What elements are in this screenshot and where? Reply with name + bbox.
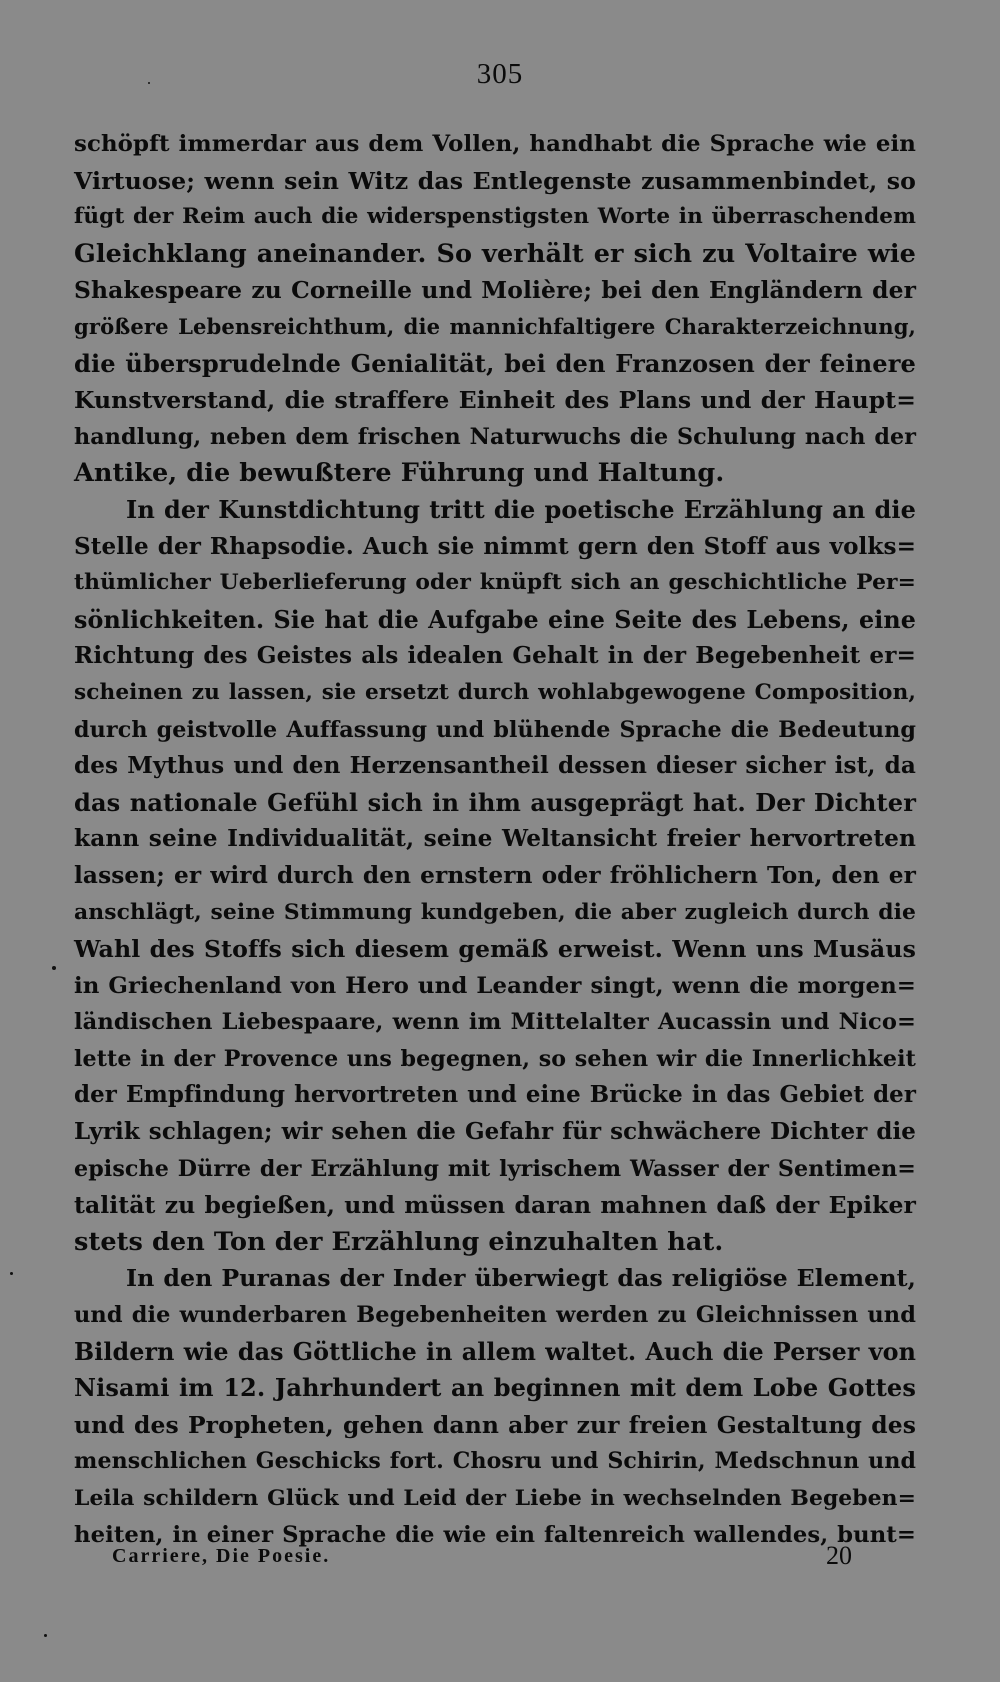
text-line: scheinen zu lassen, sie ersetzt durch wohlabgewogene Composition, — [74, 679, 916, 705]
text-line: Richtung des Geistes als idealen Gehalt in der Begebenheit er= — [74, 642, 916, 670]
text-line: In der Kunstdichtung tritt die poetische Erzählung an die — [126, 494, 916, 524]
text-line: ländischen Liebespaare, wenn im Mittelalter Aucassin und Nico= — [74, 1009, 916, 1036]
text-line: handlung, neben dem frischen Naturwuchs die Schulung nach der — [74, 423, 916, 450]
text-line: durch geistvolle Auffassung und blühende Sprache die Bedeutung — [74, 716, 916, 743]
print-speck — [10, 1272, 13, 1275]
sheet-number: 20 — [826, 1541, 852, 1570]
text-line: Shakespeare zu Corneille und Molière; bei den Engländern der — [74, 276, 916, 305]
text-line: lassen; er wird durch den ernstern oder fröhlichern Ton, den er — [74, 861, 916, 889]
print-speck — [52, 966, 56, 970]
text-line: stets den Ton der Erzählung einzuhalten hat. — [74, 1226, 724, 1257]
text-line: Stelle der Rhapsodie. Auch sie nimmt gern den Stoff aus volks= — [74, 532, 916, 560]
text-line: das nationale Gefühl sich in ihm ausgeprägt hat. Der Dichter — [74, 787, 916, 817]
text-line: epische Dürre der Erzählung mit lyrischem Wasser der Sentimen= — [74, 1155, 916, 1182]
text-line: Virtuose; wenn sein Witz das Entlegenste zusammenbindet, so — [74, 166, 916, 195]
text-line: heiten, in einer Sprache die wie ein faltenreich wallendes, bunt= — [74, 1521, 916, 1548]
print-speck — [44, 1634, 47, 1637]
text-line: der Empfindung hervortreten und eine Brücke in das Gebiet der — [74, 1081, 916, 1109]
text-line: menschlichen Geschicks fort. Chosru und Schirin, Medschnun und — [74, 1448, 916, 1475]
page-number: 305 — [476, 58, 524, 90]
print-speck — [148, 82, 150, 84]
text-line: Wahl des Stoffs sich diesem gemäß erweist. Wenn uns Musäus — [74, 935, 916, 964]
text-line: In den Puranas der Inder überwiegt das religiöse Element, — [126, 1264, 916, 1293]
text-line: Nisami im 12. Jahrhundert an beginnen mit dem Lobe Gottes — [74, 1373, 916, 1403]
text-line: anschlägt, seine Stimmung kundgeben, die aber zugleich durch die — [74, 899, 916, 926]
text-line: sönlichkeiten. Sie hat die Aufgabe eine Seite des Lebens, eine — [74, 605, 916, 634]
text-line: lette in der Provence uns begegnen, so sehen wir die Innerlichkeit — [74, 1045, 916, 1072]
text-line: Leila schildern Glück und Leid der Liebe in wechselnden Begeben= — [74, 1484, 916, 1511]
text-line: Antike, die bewußtere Führung und Haltung. — [74, 458, 725, 489]
text-line: schöpft immerdar aus dem Vollen, handhabt die Sprache wie ein — [74, 131, 916, 157]
text-line: Gleichklang aneinander. So verhält er sich zu Voltaire wie — [74, 238, 916, 269]
text-line: des Mythus und den Herzensantheil dessen dieser sicher ist, da — [74, 752, 916, 780]
page-footer — [112, 1541, 852, 1575]
body-text — [74, 126, 916, 1553]
footer-signature: Carriere, Die Poesie. — [112, 1545, 331, 1567]
text-line: Lyrik schlagen; wir sehen die Gefahr für schwächere Dichter die — [74, 1118, 916, 1146]
text-line: in Griechenland von Hero und Leander singt, wenn die morgen= — [74, 972, 916, 999]
text-line: Bildern wie das Göttliche in allem waltet. Auch die Perser von — [74, 1337, 916, 1366]
text-line: Kunstverstand, die straffere Einheit des Plans und der Haupt= — [74, 386, 916, 415]
text-line: talität zu begießen, und müssen daran mahnen daß der Epiker — [74, 1191, 916, 1220]
text-line: thümlicher Ueberlieferung oder knüpft sich an geschichtliche Per= — [74, 570, 916, 596]
text-line: und des Propheten, gehen dann aber zur freien Gestaltung des — [74, 1410, 916, 1439]
text-line: und die wunderbaren Begebenheiten werden zu Gleichnissen und — [74, 1302, 916, 1328]
text-line: größere Lebensreichthum, die mannichfaltigere Charakterzeichnung, — [74, 313, 916, 339]
text-line: die übersprudelnde Genialität, bei den Franzosen der feinere — [74, 348, 916, 378]
text-line: kann seine Individualität, seine Weltansicht freier hervortreten — [74, 825, 916, 853]
text-line: fügt der Reim auch die widerspenstigsten Worte in überraschendem — [74, 204, 916, 230]
